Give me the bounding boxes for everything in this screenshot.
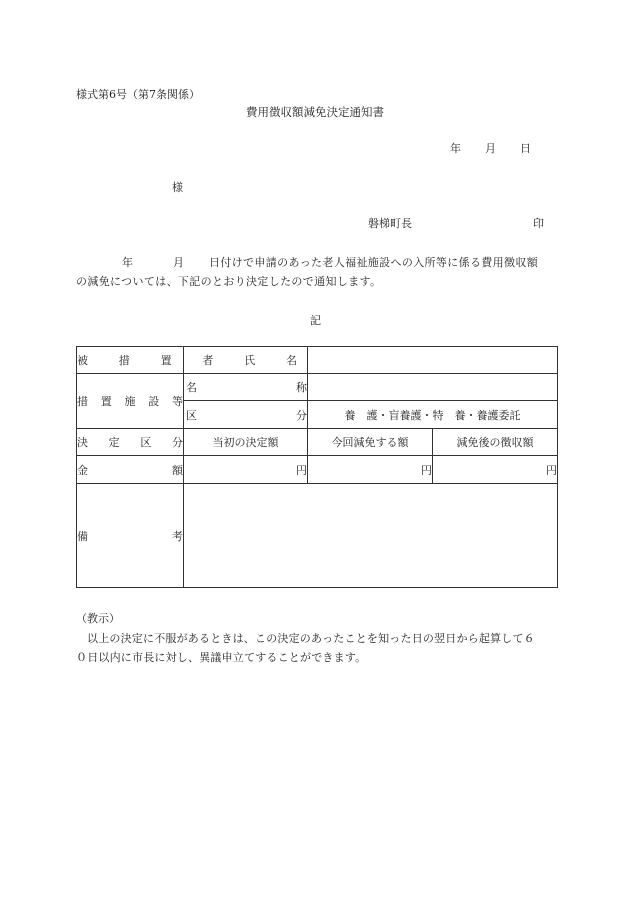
addressee-honorific: 様	[172, 181, 183, 194]
facility-label-char: 置	[100, 395, 112, 408]
remarks-label-cell	[77, 484, 184, 588]
amount-final-unit[interactable]: 円	[433, 456, 558, 484]
remarks-value[interactable]	[184, 484, 558, 588]
person-label-char: 措	[118, 354, 130, 367]
facility-label-char: 等	[172, 395, 183, 408]
date-day: 日	[520, 142, 531, 155]
remarks-label-char: 備	[77, 529, 88, 543]
ki-heading: 記	[310, 314, 321, 327]
person-label-char: 名	[285, 354, 297, 367]
decision-label-char: 決	[77, 436, 88, 449]
issuer-name: 磐梯町長	[368, 217, 412, 230]
date-month: 月	[485, 142, 496, 155]
facility-category-label-char: 分	[296, 408, 307, 422]
facility-category-value[interactable]: 養 護・盲養護・特 養・養護委託	[308, 401, 558, 429]
row-facility-name	[77, 374, 558, 401]
row-person	[77, 347, 558, 374]
facility-name-label-char: 称	[296, 381, 307, 394]
decision-label-char: 区	[140, 436, 152, 449]
facility-name-label-char: 名	[186, 381, 197, 394]
amount-initial-unit[interactable]: 円	[184, 456, 308, 484]
form-number: 様式第6号（第7条関係）	[76, 88, 200, 101]
decision-table	[76, 346, 558, 588]
person-label-cell	[77, 347, 297, 374]
amount-label-char: 額	[172, 463, 183, 477]
facility-category-label-cell	[184, 401, 308, 429]
amount-label-cell	[77, 456, 184, 484]
date-year: 年	[450, 142, 461, 155]
instruction-line-1: 以上の決定に不服があるときは、この決定のあったことを知った日の翌日から起算して６	[87, 632, 535, 645]
col-final-amount: 減免後の徴収額	[433, 429, 558, 456]
row-decision	[77, 429, 558, 456]
facility-label-char: 措	[77, 395, 88, 408]
person-label-char: 置	[160, 354, 172, 367]
facility-label	[77, 393, 183, 409]
facility-category-label-char: 区	[186, 408, 197, 422]
body-month: 月	[173, 256, 184, 269]
instruction-line-2: ０日以内に市長に対し、異議申立てすることができます。	[76, 651, 367, 664]
facility-label-cell	[77, 374, 184, 429]
remarks-label	[77, 528, 183, 544]
person-label-char: 氏	[244, 354, 256, 367]
facility-category-label	[184, 407, 307, 423]
decision-label-char: 分	[171, 436, 183, 449]
facility-label-char: 施	[124, 395, 136, 408]
col-initial-amount: 当初の決定額	[184, 429, 308, 456]
person-label-char: 被	[77, 354, 88, 367]
row-remarks	[77, 484, 558, 588]
decision-label-char: 定	[108, 436, 120, 449]
body-line-1: 日付けで申請のあった老人福祉施設への入所等に係る費用徴収額	[209, 256, 539, 269]
decision-label	[77, 434, 183, 450]
body-line-2: の減免については、下記のとおり決定したので通知します。	[76, 275, 382, 288]
amount-label-char: 金	[77, 463, 88, 477]
body-year: 年	[122, 256, 133, 269]
row-amount	[77, 456, 558, 484]
amount-label	[77, 462, 183, 478]
person-value[interactable]	[308, 347, 558, 374]
facility-name-label-cell	[184, 374, 308, 401]
amount-reduction-unit[interactable]: 円	[308, 456, 433, 484]
facility-label-char: 設	[148, 395, 160, 408]
document-title: 費用徴収額減免決定通知書	[246, 105, 384, 119]
col-reduction-amount: 今回減免する額	[308, 429, 433, 456]
decision-label-cell	[77, 429, 184, 456]
person-label-char: 者	[202, 354, 214, 367]
instruction-heading: （教示）	[76, 612, 120, 625]
facility-name-value[interactable]	[308, 374, 558, 401]
remarks-label-char: 考	[172, 529, 183, 543]
facility-name-label	[184, 379, 307, 395]
issuer-seal: 印	[533, 217, 544, 230]
